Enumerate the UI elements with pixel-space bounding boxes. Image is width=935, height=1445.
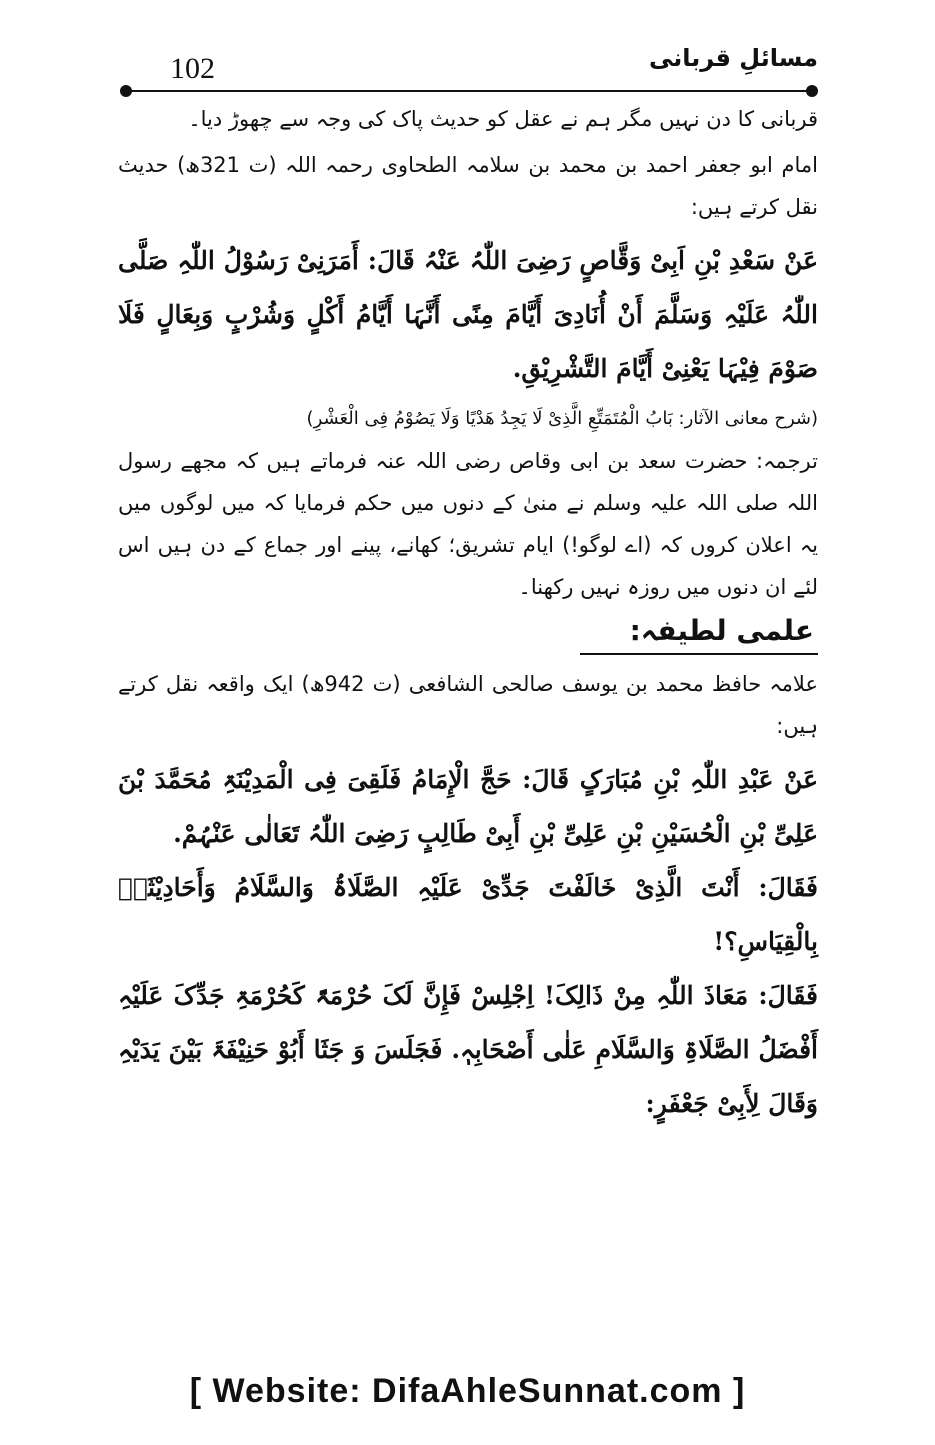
section-heading: علمی لطیفہ:: [580, 614, 818, 655]
paragraph-3: علامہ حافظ محمد بن یوسف صالحی الشافعی (ت 942ھ) ایک واقعہ نقل کرتے ہیں:: [118, 672, 818, 738]
website-footer: [ Website: DifaAhleSunnat.com ]: [189, 1372, 746, 1410]
page-body: [118, 98, 818, 1131]
translation: ترجمہ: حضرت سعد بن ابی وقاص رضی اللہ عنہ فرماتے ہیں کہ مجھے رسول اللہ صلی اللہ علیہ وسلم نے منیٰ کے دنوں میں حکم فرمایا کہ میں لوگوں میں یہ اعلان کروں کہ (اے لوگو!) ایام تشریق؛ کھانے، پینے اور جماع کے دن ہیں اس لئے ان دنوں میں روزہ نہیں رکھنا۔: [118, 449, 818, 599]
arabic-narration-2: فَقَالَ: أَنْتَ الَّذِیْ خَالَفْتَ جَدِّیْ عَلَیْہِ الصَّلَاۃُ وَالسَّلَامُ وَأَحَادِیْثَہٗ بِالْقِیَاسِ؟!: [118, 873, 818, 956]
running-title: مسائلِ قربانی: [648, 44, 818, 72]
page-number: 102: [170, 52, 215, 85]
paragraph-2: امام ابو جعفر احمد بن محمد بن سلامہ الطحاوی رحمہ اللہ (ت 321ھ) حدیث نقل کرتے ہیں:: [118, 153, 818, 219]
arabic-narration-3: فَقَالَ: مَعَاذَ اللّٰہِ مِنْ ذَالِکَ! اِجْلِسْ فَإِنَّ لَکَ حُرْمَۃً کَحُرْمَۃِ جَدِّکَ عَلَیْہِ أَفْضَلُ الصَّلَاۃِ وَالسَّلَامِ عَلٰی أَصْحَابِہٖ. فَجَلَسَ وَ جَثَا أَبُوْ حَنِیْفَۃَ بَیْنَ یَدَیْہِ وَقَالَ لِأَبِیْ جَعْفَرٍ:: [118, 981, 818, 1118]
page-header: [118, 44, 818, 94]
header-rule: [126, 90, 810, 92]
paragraph-1: قربانی کا دن نہیں مگر ہم نے عقل کو حدیث پاک کی وجہ سے چھوڑ دیا۔: [188, 107, 818, 131]
rule-dot-left: [120, 85, 132, 97]
rule-dot-right: [806, 85, 818, 97]
arabic-hadith-1: عَنْ سَعْدِ بْنِ اَبِیْ وَقَّاصٍ رَضِیَ اللّٰہُ عَنْہُ قَالَ: أَمَرَنِیْ رَسُوْلُ اللّٰہِ صَلَّی اللّٰہُ عَلَیْہِ وَسَلَّمَ أَنْ أُنَادِیَ أَیَّامَ مِنًی أَنَّہَا أَیَّامُ أَکْلٍ وَشُرْبٍ وَبِعَالٍ فَلَا صَوْمَ فِیْہَا یَعْنِیْ أَیَّامَ التَّشْرِیْقِ.: [118, 246, 818, 383]
hadith-reference: (شرح معانی الآثار: بَابُ الْمُتَمَتِّعِ الَّذِیْ لَا یَجِدُ ھَدْیًا وَلَا یَصُوْمُ فِی الْعَشْرِ): [306, 408, 818, 429]
arabic-narration-1: عَنْ عَبْدِ اللّٰہِ بْنِ مُبَارَکٍ قَالَ: حَجَّ الْإِمَامُ فَلَقِیَ فِی الْمَدِیْنَۃِ مُحَمَّدَ بْنَ عَلِیِّ بْنِ الْحُسَیْنِ بْنِ عَلِیِّ بْنِ أَبِیْ طَالِبٍ رَضِیَ اللّٰہُ تَعَالٰی عَنْہُمْ.: [118, 765, 818, 848]
section-heading-wrap: [118, 614, 818, 655]
